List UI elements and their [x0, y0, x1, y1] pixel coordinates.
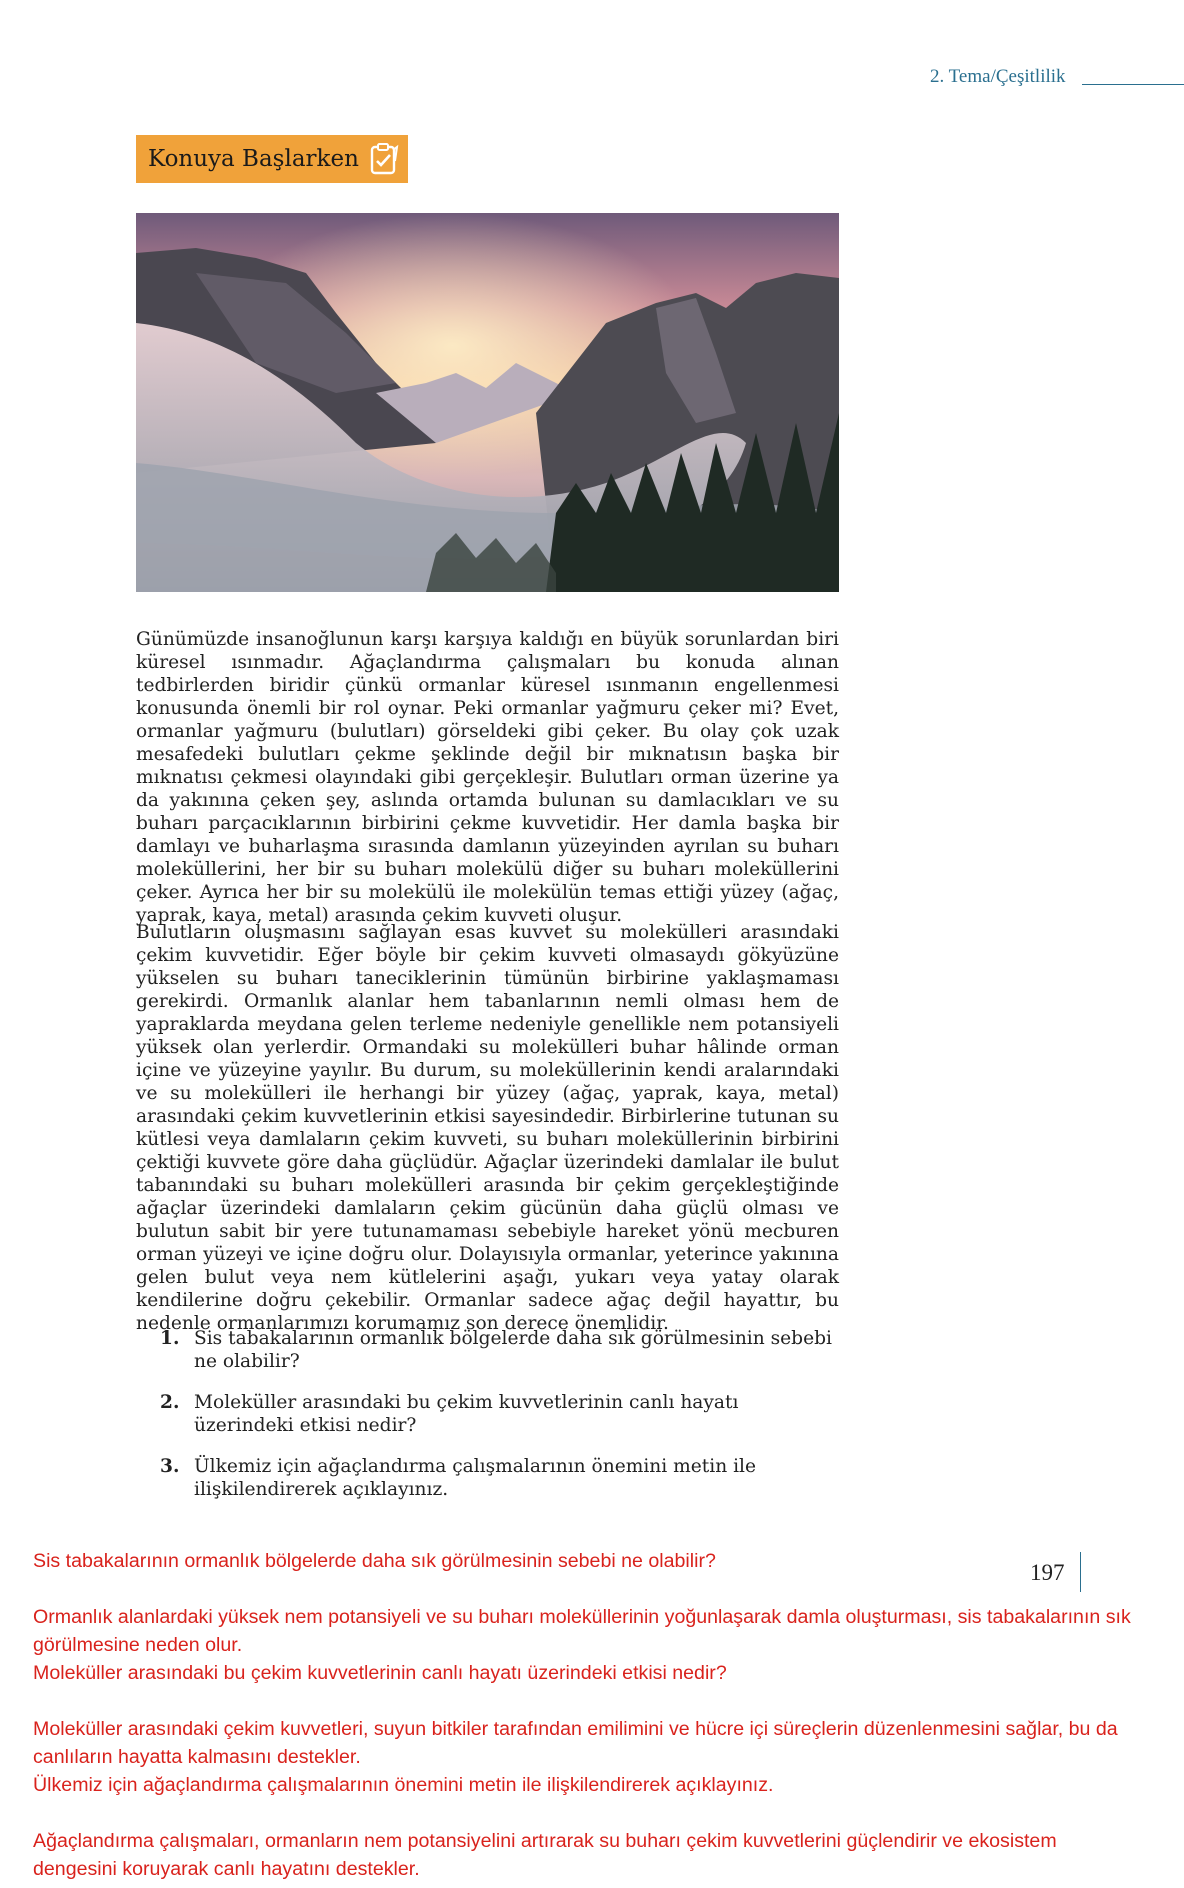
question-number: 1.	[160, 1328, 180, 1349]
question-text: Sis tabakalarının ormanlık bölgelerde daha sık görülmesinin sebebi ne olabilir?	[194, 1328, 832, 1372]
question-number: 2.	[160, 1392, 180, 1413]
answer-1-line-2: görülmesine neden olur.	[33, 1634, 243, 1656]
header-rule	[1082, 84, 1184, 85]
answer-question-1: Sis tabakalarının ormanlık bölgelerde daha sık görülmesinin sebebi ne olabilir?	[33, 1550, 716, 1572]
question-item	[160, 1391, 839, 1437]
page-number: 197	[1030, 1560, 1065, 1585]
answer-question-2: Moleküller arasındaki bu çekim kuvvetlerinin canlı hayatı üzerindeki etkisi nedir?	[33, 1662, 727, 1684]
question-text: Ülkemiz için ağaçlandırma çalışmalarının önemini metin ile ilişkilendirerek açıklayınız.	[194, 1456, 756, 1500]
answer-1-line-1: Ormanlık alanlardaki yüksek nem potansiyeli ve su buharı moleküllerinin yoğunlaşarak damla oluşturması, sis tabakalarının sık	[33, 1606, 1131, 1628]
question-text: Moleküller arasındaki bu çekim kuvvetlerinin canlı hayatı üzerindeki etkisi nedir?	[194, 1392, 739, 1436]
question-item	[160, 1327, 839, 1373]
paragraph-1: Günümüzde insanoğlunun karşı karşıya kaldığı en büyük sorunlardan biri küresel ısınmadır. Ağaçlandırma çalışmaları bu konuda alınan tedbirlerden biridir çünkü ormanlar küresel ısınmanın engellenmesi konusunda önemli bir rol oynar. Peki ormanlar yağmuru çeker mi? Evet, ormanlar yağmuru (bulutları) görseldeki gibi çeker. Bu olay çok uzak mesafedeki bulutları çekme şeklinde değil bir mıknatısın başka bir mıknatısı çekmesi olayındaki gibi gerçekleşir. Bulutları orman üzerine ya da yakınına çeken şey, aslında ortamda bulunan su damlacıkları ve su buharı parçacıklarının birbirini çekme kuvvetidir. Her damla başka bir damlayı ve buharlaşma sırasında damlanın yüzeyinden ayrılan su buharı moleküllerini, her bir su buharı molekülü diğer su buharı moleküllerini çeker. Ayrıca her bir su molekülü ile molekülün temas ettiği yüzey (ağaç, yaprak, kaya, metal) arasında çekim kuvveti oluşur.	[136, 629, 839, 926]
question-list	[160, 1327, 839, 1519]
answer-2-line-2: canlıların hayatta kalmasını destekler.	[33, 1746, 361, 1768]
answer-notes	[33, 1547, 1184, 1883]
badge-label: Konuya Başlarken	[148, 146, 359, 172]
section-header: 2. Tema/Çeşitlilik	[930, 66, 1066, 87]
question-number: 3.	[160, 1456, 180, 1477]
answer-2-line-1: Moleküller arasındaki çekim kuvvetleri, suyun bitkiler tarafından emilimini ve hücre içi süreçlerin düzenlenmesini sağlar, bu da	[33, 1718, 1118, 1740]
question-item	[160, 1455, 839, 1501]
misty-mountain-forest-photo	[136, 213, 839, 592]
answer-question-3: Ülkemiz için ağaçlandırma çalışmalarının önemini metin ile ilişkilendirerek açıklayınız.	[33, 1774, 774, 1796]
answer-3-line-1: Ağaçlandırma çalışmaları, ormanların nem potansiyelini artırarak su buharı çekim kuvvetlerini güçlendirir ve ekosistem	[33, 1830, 1057, 1852]
topic-badge	[136, 135, 408, 183]
checklist-icon	[369, 142, 399, 176]
paragraph-2: Bulutların oluşmasını sağlayan esas kuvvet su molekülleri arasındaki çekim kuvvetidir. Eğer böyle bir çekim kuvveti olmasaydı gökyüzüne yükselen su buharı taneciklerinin tümünün birbirine yaklaşmaması gerekirdi. Ormanlık alanlar hem tabanlarının nemli olması hem de yapraklarda meydana gelen terleme nedeniyle genellikle nem potansiyeli yüksek olan yerlerdir. Ormandaki su molekülleri buhar hâlinde orman içine ve yüzeyine yayılır. Bu durum, su moleküllerinin kendi aralarındaki ve su molekülleri ile herhangi bir yüzey (ağaç, yaprak, kaya, metal) arasındaki çekim kuvvetlerinin etkisi sayesindedir. Birbirlerine tutunan su kütlesi veya damlaların çekim kuvveti, su buharı moleküllerinin birbirini çektiği kuvvete göre daha güçlüdür. Ağaçlar üzerindeki damlalar ile bulut tabanındaki su buharı molekülleri arasında bir çekim gerçekleştiğinde ağaçlar üzerindeki damlaların çekim gücünün daha güçlü olması ve bulutun sabit bir yere tutunamaması sebebiyle hareket yönü mecburen orman yüzeyi ve içine doğru olur. Dolayısıyla ormanlar, yeterince yakınına gelen bulut veya nem kütlelerini aşağı, yukarı veya yatay olarak kendilerine doğru çekebilir. Ormanlar sadece ağaç değil hayattır, bu nedenle ormanlarımızı korumamız son derece önemlidir.	[136, 922, 839, 1334]
answer-3-line-2: dengesini koruyarak canlı hayatını destekler.	[33, 1858, 420, 1880]
